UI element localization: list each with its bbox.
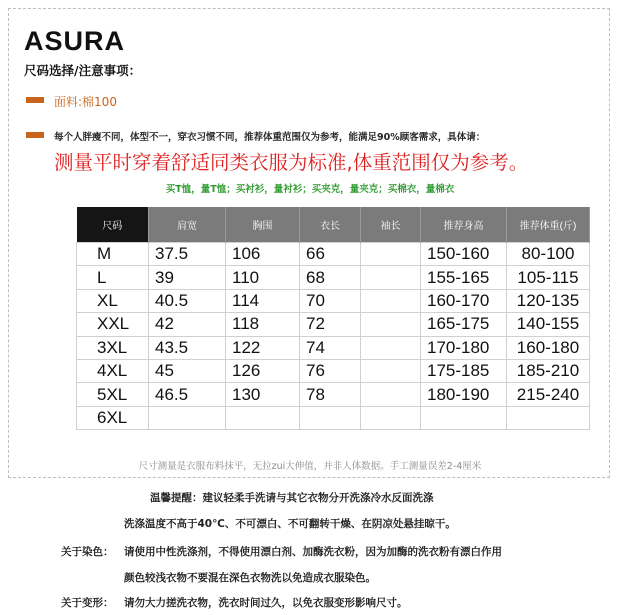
header-chest: 胸围 — [226, 207, 300, 243]
cell-size: L — [77, 266, 149, 289]
cell-sleeve — [361, 266, 421, 289]
cell-height — [421, 406, 507, 429]
cell-length: 76 — [300, 359, 361, 382]
cell-size: 4XL — [77, 359, 149, 382]
cell-chest: 130 — [226, 383, 300, 406]
care-temperature: 洗涤温度不高于40℃、不可漂白、不可翻转干燥、在阴凉处悬挂晾干。 — [124, 518, 456, 530]
care-deform-label: 关于变形： — [61, 597, 114, 609]
care-dye-line-1: 请使用中性洗涤剂，不得使用漂白剂、加酶洗衣粉，因为加酶的洗衣粉有漂白作用 — [124, 546, 502, 558]
size-table — [76, 207, 590, 430]
cell-length: 72 — [300, 313, 361, 336]
cell-size: 6XL — [77, 406, 149, 429]
cell-height: 175-185 — [421, 359, 507, 382]
cell-weight: 160-180 — [507, 336, 590, 359]
care-dye-label: 关于染色： — [61, 546, 114, 558]
cell-shoulder: 43.5 — [149, 336, 226, 359]
measure-tips: 买T恤，量T恤；买衬衫，量衬衫；买夹克，量夹克；买棉衣，量棉衣 — [165, 184, 455, 195]
header-weight: 推荐体重(斤) — [507, 207, 590, 243]
cell-length: 78 — [300, 383, 361, 406]
cell-sleeve — [361, 336, 421, 359]
care-warm-tip: 温馨提醒：建议轻柔手洗请与其它衣物分开洗涤冷水反面洗涤 — [150, 492, 434, 504]
cell-sleeve — [361, 406, 421, 429]
cell-sleeve — [361, 383, 421, 406]
cell-size: 3XL — [77, 336, 149, 359]
header-height: 推荐身高 — [421, 207, 507, 243]
cell-weight — [507, 406, 590, 429]
cell-shoulder: 40.5 — [149, 289, 226, 312]
cell-height: 180-190 — [421, 383, 507, 406]
brand-logo-text: ASURA — [24, 26, 126, 56]
cell-shoulder: 46.5 — [149, 383, 226, 406]
table-row — [77, 383, 590, 406]
header-shoulder: 肩宽 — [149, 207, 226, 243]
cell-weight: 105-115 — [507, 266, 590, 289]
cell-length: 74 — [300, 336, 361, 359]
header-sleeve: 袖长 — [361, 207, 421, 243]
cell-shoulder: 37.5 — [149, 243, 226, 266]
cell-size: M — [77, 243, 149, 266]
header-size: 尺码 — [77, 207, 149, 243]
cell-height: 150-160 — [421, 243, 507, 266]
cell-shoulder: 39 — [149, 266, 226, 289]
table-row — [77, 243, 590, 266]
cell-weight: 80-100 — [507, 243, 590, 266]
cell-size: 5XL — [77, 383, 149, 406]
table-row — [77, 406, 590, 429]
cell-length: 66 — [300, 243, 361, 266]
cell-chest: 114 — [226, 289, 300, 312]
cell-height: 155-165 — [421, 266, 507, 289]
fit-note: 每个人胖瘦不同，体型不一，穿衣习惯不同，推荐体重范围仅为参考，能满足90%顾客需求，具体请： — [54, 132, 486, 143]
cell-height: 160-170 — [421, 289, 507, 312]
table-row — [77, 359, 590, 382]
table-header-row — [77, 207, 590, 243]
cell-chest: 118 — [226, 313, 300, 336]
section-subtitle: 尺码选择/注意事项： — [24, 63, 142, 78]
cell-chest: 126 — [226, 359, 300, 382]
cell-weight: 120-135 — [507, 289, 590, 312]
measure-headline: 测量平时穿着舒适同类衣服为标准,体重范围仅为参考。 — [54, 151, 529, 174]
care-deform-line: 请勿大力搓洗衣物，洗衣时间过久，以免衣服变形影响尺寸。 — [124, 597, 408, 609]
cell-size: XXL — [77, 313, 149, 336]
cell-weight: 140-155 — [507, 313, 590, 336]
care-dye-line-2: 颜色较浅衣物不要混在深色衣物洗以免造成衣服染色。 — [124, 572, 376, 584]
table-row — [77, 266, 590, 289]
cell-height: 170-180 — [421, 336, 507, 359]
cell-weight: 185-210 — [507, 359, 590, 382]
header-length: 衣长 — [300, 207, 361, 243]
cell-length: 70 — [300, 289, 361, 312]
cell-height: 165-175 — [421, 313, 507, 336]
cell-length — [300, 406, 361, 429]
cell-sleeve — [361, 243, 421, 266]
cell-chest — [226, 406, 300, 429]
cell-chest: 122 — [226, 336, 300, 359]
cell-shoulder: 42 — [149, 313, 226, 336]
orange-bar-icon — [26, 97, 44, 103]
cell-shoulder: 45 — [149, 359, 226, 382]
measurement-footnote: 尺寸测量是衣服布料抹平，无拉zui大伸值，并非人体数据。手工测量误差2-4厘米 — [138, 461, 482, 472]
cell-sleeve — [361, 289, 421, 312]
fabric-info: 面料:棉100 — [54, 95, 117, 109]
cell-weight: 215-240 — [507, 383, 590, 406]
cell-sleeve — [361, 313, 421, 336]
cell-size: XL — [77, 289, 149, 312]
orange-bar-icon — [26, 132, 44, 138]
cell-length: 68 — [300, 266, 361, 289]
table-row — [77, 336, 590, 359]
cell-sleeve — [361, 359, 421, 382]
cell-shoulder — [149, 406, 226, 429]
table-row — [77, 313, 590, 336]
table-row — [77, 289, 590, 312]
cell-chest: 110 — [226, 266, 300, 289]
cell-chest: 106 — [226, 243, 300, 266]
